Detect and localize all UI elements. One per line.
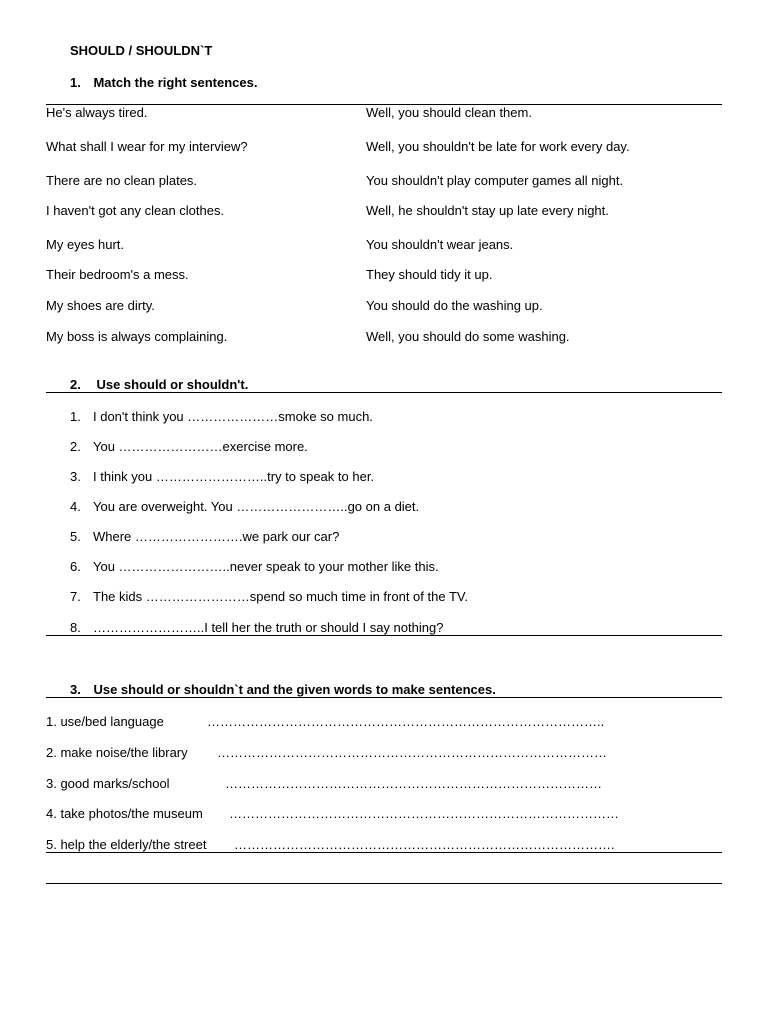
section3-number: 3. (70, 682, 81, 697)
exercise-item-text: I think you ……………………..try to speak to her. (93, 469, 375, 484)
match-right-1: Well, you should clean them. (366, 105, 532, 120)
exercise-item-number: 7. (70, 589, 81, 604)
answer-blank: ……………………………………………………………………………… (217, 745, 607, 760)
exercise-item-text: The kids ……………………spend so much time in front of the TV. (93, 589, 468, 604)
section3-heading (70, 682, 496, 697)
match-left-7: My shoes are dirty. (46, 298, 155, 313)
sentence-prompt: 2. make noise/the library (46, 745, 188, 760)
section2-number: 2. (70, 377, 81, 392)
exercise-item-text: You ……………………..never speak to your mother like this. (93, 559, 439, 574)
exercise-item-text: Where …………………….we park our car? (93, 529, 340, 544)
section1-heading-text: Match the right sentences. (93, 75, 258, 90)
exercise-item-text: I don't think you …………………smoke so much. (93, 409, 373, 424)
section2-heading (70, 377, 248, 392)
answer-line (46, 883, 722, 884)
exercise-item-number: 8. (70, 620, 81, 635)
sentence-prompt: 3. good marks/school (46, 776, 170, 791)
sentence-prompt: 4. take photos/the museum (46, 806, 203, 821)
section1-heading (70, 75, 257, 90)
match-left-1: He's always tired. (46, 105, 148, 120)
section2-rule (46, 392, 722, 393)
sentence-prompt: 1. use/bed language (46, 714, 164, 729)
answer-blank: ……………………………………………………………………………… (229, 806, 619, 821)
answer-blank: …………………………………………………………………………… (225, 776, 602, 791)
match-left-6: Their bedroom's a mess. (46, 267, 189, 282)
exercise-item-number: 5. (70, 529, 81, 544)
section3-heading-text: Use should or shouldn`t and the given words to make sentences. (93, 682, 496, 697)
match-left-4: I haven't got any clean clothes. (46, 203, 225, 218)
answer-blank: ……………………………………………………………………………….. (207, 714, 605, 729)
section2-end-rule (46, 635, 722, 636)
section2-heading-text: Use should or shouldn't. (96, 377, 249, 392)
section1-number: 1. (70, 75, 81, 90)
match-right-8: Well, you should do some washing. (366, 329, 570, 344)
sentence-prompt: 5. help the elderly/the street (46, 837, 207, 852)
match-right-3: You shouldn't play computer games all night. (366, 173, 624, 188)
match-right-4: Well, he shouldn't stay up late every night. (366, 203, 609, 218)
exercise-item-number: 1. (70, 409, 81, 424)
answer-blank: ……………………………………………………………………………. (234, 837, 615, 852)
exercise-item-text: You are overweight. You ……………………..go on a diet. (93, 499, 420, 514)
match-right-5: You shouldn't wear jeans. (366, 237, 514, 252)
exercise-item-text: You ……………………exercise more. (93, 439, 308, 454)
match-right-7: You should do the washing up. (366, 298, 543, 313)
exercise-item-number: 4. (70, 499, 81, 514)
match-left-5: My eyes hurt. (46, 237, 125, 252)
exercise-item-number: 6. (70, 559, 81, 574)
exercise-item-number: 3. (70, 469, 81, 484)
section3-rule (46, 697, 722, 698)
match-left-3: There are no clean plates. (46, 173, 198, 188)
exercise-item-number: 2. (70, 439, 81, 454)
match-left-2: What shall I wear for my interview? (46, 139, 248, 154)
section3-end-rule (46, 852, 722, 853)
match-right-6: They should tidy it up. (366, 267, 493, 282)
match-right-2: Well, you shouldn't be late for work every day. (366, 139, 630, 154)
exercise-item-text: ……………………..I tell her the truth or should I say nothing? (93, 620, 444, 635)
worksheet-title: SHOULD / SHOULDN`T (70, 43, 213, 58)
match-left-8: My boss is always complaining. (46, 329, 228, 344)
